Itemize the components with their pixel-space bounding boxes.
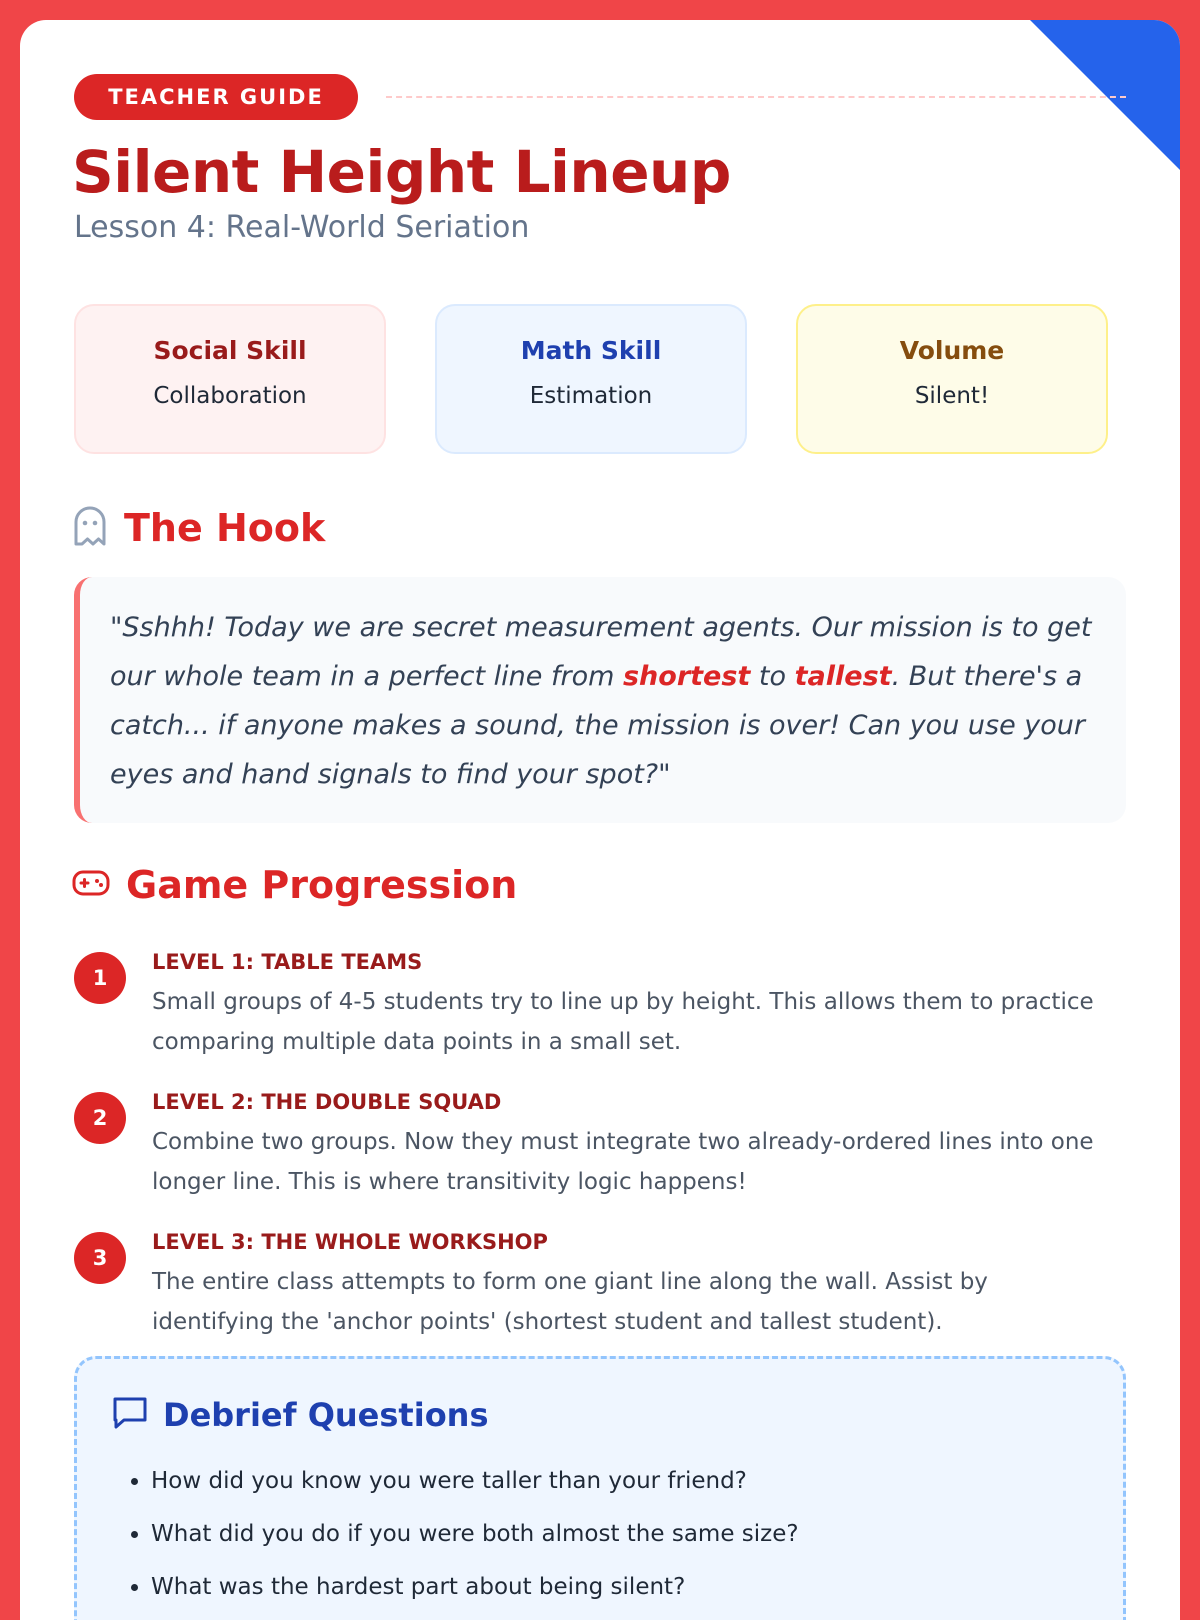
hook-heading — [72, 506, 325, 550]
level-number: 3 — [74, 1232, 126, 1284]
header-divider — [386, 96, 1126, 98]
debrief-question: • What was the hardest part about being silent? — [151, 1561, 1111, 1614]
guide-card — [20, 20, 1180, 1620]
hook-highlight-shortest: shortest — [622, 661, 751, 692]
hook-text-start: "Sshhh! Today we are secret measurement agents. Our mission is to get our whole team in a perfect line from — [110, 612, 1092, 692]
debrief-box — [74, 1356, 1126, 1620]
level-title: LEVEL 3: THE WHOLE WORKSHOP — [152, 1230, 548, 1254]
ghost-icon — [72, 506, 108, 550]
progression-heading — [72, 863, 517, 907]
debrief-question: • What did you do if you were both almost the same size? — [151, 1508, 1111, 1561]
debrief-question-list — [113, 1455, 1111, 1614]
corner-accent — [1030, 20, 1180, 170]
skill-value: Estimation — [529, 383, 653, 409]
progression-heading-text: Game Progression — [126, 863, 518, 907]
level-number: 1 — [74, 952, 126, 1004]
skill-value: Collaboration — [153, 383, 307, 409]
hook-text-end: . But there's a catch... if anyone makes a sound, the mission is over! Can you use your eyes and hand signals to find your spot?" — [110, 661, 1085, 790]
level-title: LEVEL 2: THE DOUBLE SQUAD — [152, 1090, 502, 1114]
skill-label: Social Skill — [153, 336, 307, 365]
teacher-guide-badge: TEACHER GUIDE — [74, 74, 358, 120]
level-number: 2 — [74, 1092, 126, 1144]
skill-label: Volume — [899, 336, 1005, 365]
skill-label: Math Skill — [520, 336, 662, 365]
hook-heading-text: The Hook — [124, 506, 326, 550]
level-title: LEVEL 1: TABLE TEAMS — [152, 950, 423, 974]
debrief-heading-text: Debrief Questions — [163, 1396, 489, 1434]
level-description: Small groups of 4-5 students try to line up by height. This allows them to practice comparing multiple data points in a small set. — [152, 989, 1094, 1055]
page-title: Silent Height Lineup — [72, 138, 731, 206]
math-skill-card — [435, 304, 747, 454]
volume-card — [796, 304, 1108, 454]
level-description: The entire class attempts to form one giant line along the wall. Assist by identifying the 'anchor points' (shortest student and tallest student). — [152, 1269, 988, 1335]
hook-text-middle: to — [750, 661, 795, 692]
gamepad-icon — [72, 867, 110, 903]
skill-value: Silent! — [914, 383, 990, 409]
level-description: Combine two groups. Now they must integrate two already-ordered lines into one longer line. This is where transitivity logic happens! — [152, 1129, 1094, 1195]
social-skill-card — [74, 304, 386, 454]
debrief-heading — [111, 1395, 489, 1435]
hook-highlight-tallest: tallest — [794, 661, 892, 692]
page-subtitle: Lesson 4: Real-World Seriation — [74, 210, 530, 245]
hook-quote — [74, 577, 1126, 823]
debrief-question: • How did you know you were taller than your friend? — [151, 1455, 1111, 1508]
speech-bubble-icon — [111, 1395, 149, 1435]
